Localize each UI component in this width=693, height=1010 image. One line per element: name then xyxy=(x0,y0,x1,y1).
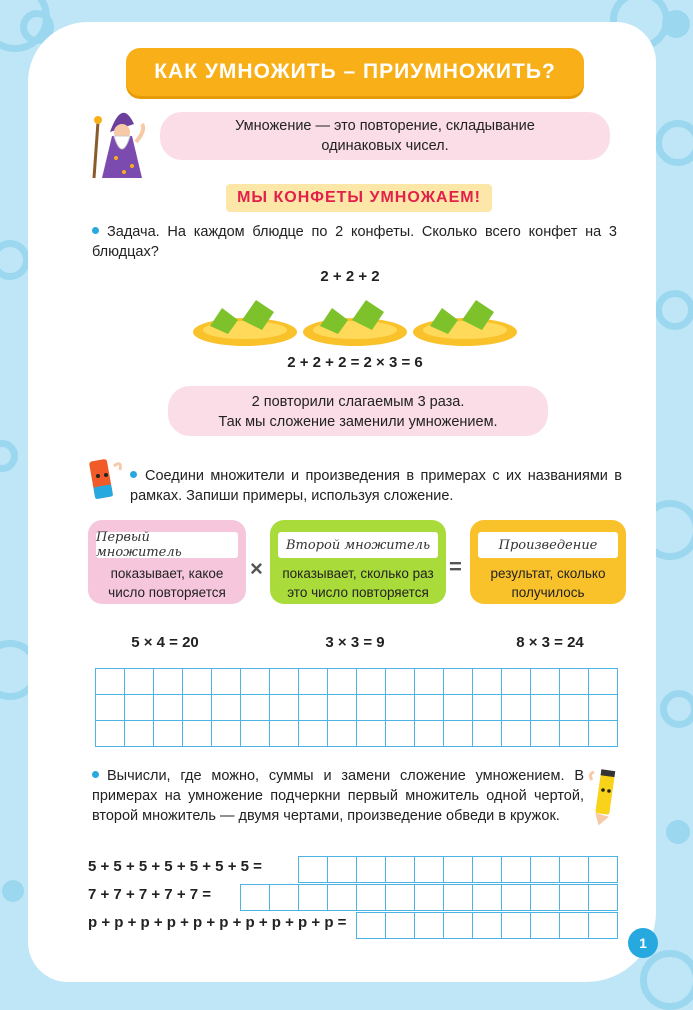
grid-cell[interactable] xyxy=(270,695,299,721)
grid-cell[interactable] xyxy=(415,913,444,939)
grid-cell[interactable] xyxy=(444,913,473,939)
eraser-icon xyxy=(84,456,126,504)
grid-cell[interactable] xyxy=(415,669,444,695)
grid-cell[interactable] xyxy=(589,695,618,721)
grid-cell[interactable] xyxy=(560,721,589,747)
summary-line-2: Так мы сложение заменили умножением. xyxy=(218,414,498,430)
wizard-icon xyxy=(88,102,150,180)
bg-bubble xyxy=(0,240,30,280)
answer-grid-3[interactable] xyxy=(356,912,618,939)
bg-bubble xyxy=(660,690,693,728)
card-title: Произведение xyxy=(478,532,618,558)
grid-cell[interactable] xyxy=(299,857,328,883)
grid-cell[interactable] xyxy=(589,913,618,939)
grid-cell[interactable] xyxy=(386,721,415,747)
grid-cell[interactable] xyxy=(473,721,502,747)
candy-plates-icon xyxy=(190,290,520,352)
grid-cell[interactable] xyxy=(96,669,125,695)
grid-cell[interactable] xyxy=(444,695,473,721)
plates-illustration xyxy=(190,290,520,352)
grid-cell[interactable] xyxy=(386,669,415,695)
grid-cell[interactable] xyxy=(444,885,473,911)
top-expression: 2 + 2 + 2 xyxy=(320,268,380,285)
grid-cell[interactable] xyxy=(328,885,357,911)
exercise2-paragraph xyxy=(92,766,584,826)
grid-cell[interactable] xyxy=(270,669,299,695)
grid-cell[interactable] xyxy=(357,913,386,939)
grid-cell[interactable] xyxy=(531,721,560,747)
grid-cell[interactable] xyxy=(241,885,270,911)
grid-cell[interactable] xyxy=(241,669,270,695)
summary-line-1: 2 повторили слагаемым 3 раза. xyxy=(251,394,465,410)
card-first-factor xyxy=(88,520,246,604)
grid-cell[interactable] xyxy=(386,913,415,939)
grid-cell[interactable] xyxy=(531,669,560,695)
grid-cell[interactable] xyxy=(473,695,502,721)
grid-cell[interactable] xyxy=(357,885,386,911)
card-title: Второй множитель xyxy=(278,532,438,558)
grid-cell[interactable] xyxy=(502,695,531,721)
grid-cell[interactable] xyxy=(473,669,502,695)
bg-bubble xyxy=(655,290,693,330)
grid-cell[interactable] xyxy=(502,885,531,911)
grid-cell[interactable] xyxy=(560,857,589,883)
grid-cell[interactable] xyxy=(531,885,560,911)
grid-cell[interactable] xyxy=(183,695,212,721)
page-number: 1 xyxy=(628,928,658,958)
grid-cell[interactable] xyxy=(589,857,618,883)
grid-cell[interactable] xyxy=(473,913,502,939)
page-title: КАК УМНОЖИТЬ – ПРИУМНОЖИТЬ? xyxy=(126,48,584,96)
grid-cell[interactable] xyxy=(96,695,125,721)
exercise1-paragraph xyxy=(130,466,622,506)
exercise1-text: Соедини множители и произведения в примерах с их названиями в рамках. Запиши примеры, используя сложение. xyxy=(130,468,622,504)
grid-cell[interactable] xyxy=(502,669,531,695)
grid-cell[interactable] xyxy=(502,721,531,747)
grid-cell[interactable] xyxy=(473,857,502,883)
grid-cell[interactable] xyxy=(560,669,589,695)
bullet-icon xyxy=(92,771,99,778)
grid-cell[interactable] xyxy=(589,669,618,695)
grid-cell[interactable] xyxy=(589,885,618,911)
card-product xyxy=(470,520,626,604)
grid-cell[interactable] xyxy=(299,721,328,747)
summary-callout xyxy=(168,386,548,436)
grid-cell[interactable] xyxy=(444,721,473,747)
grid-cell[interactable] xyxy=(125,695,154,721)
grid-cell[interactable] xyxy=(125,669,154,695)
bottom-expression: 2 + 2 + 2 = 2 × 3 = 6 xyxy=(287,354,423,371)
grid-cell[interactable] xyxy=(589,721,618,747)
grid-cell[interactable] xyxy=(415,857,444,883)
grid-cell[interactable] xyxy=(328,695,357,721)
grid-cell[interactable] xyxy=(357,721,386,747)
card-title: Первый множитель xyxy=(96,532,238,558)
grid-cell[interactable] xyxy=(299,669,328,695)
grid-cell[interactable] xyxy=(154,721,183,747)
bg-bubble xyxy=(0,440,18,472)
bg-bubble xyxy=(662,10,690,38)
grid-cell[interactable] xyxy=(415,695,444,721)
bg-bubble xyxy=(2,880,24,902)
section-subtitle: МЫ КОНФЕТЫ УМНОЖАЕМ! xyxy=(226,184,492,212)
answer-grid-2[interactable] xyxy=(240,884,618,911)
sum-row-1: 5 + 5 + 5 + 5 + 5 + 5 + 5 = xyxy=(88,858,262,875)
grid-cell[interactable] xyxy=(357,857,386,883)
grid-cell[interactable] xyxy=(502,857,531,883)
grid-cell[interactable] xyxy=(502,913,531,939)
grid-cell[interactable] xyxy=(328,857,357,883)
grid-cell[interactable] xyxy=(270,885,299,911)
card-description: показывает, какое число повторяется xyxy=(108,566,226,600)
grid-cell[interactable] xyxy=(154,669,183,695)
grid-cell[interactable] xyxy=(328,669,357,695)
grid-cell[interactable] xyxy=(473,885,502,911)
bullet-icon xyxy=(130,471,137,478)
equals-sign: = xyxy=(449,554,462,579)
example-1: 5 × 4 = 20 xyxy=(131,634,199,651)
grid-cell[interactable] xyxy=(183,669,212,695)
grid-cell[interactable] xyxy=(270,721,299,747)
grid-cell[interactable] xyxy=(212,721,241,747)
example-2: 3 × 3 = 9 xyxy=(325,634,385,651)
grid-cell[interactable] xyxy=(560,913,589,939)
grid-cell[interactable] xyxy=(299,885,328,911)
grid-cell[interactable] xyxy=(531,857,560,883)
card-description: результат, сколько получилось xyxy=(490,566,606,600)
pencil-icon xyxy=(588,766,624,828)
grid-cell[interactable] xyxy=(560,885,589,911)
grid-cell[interactable] xyxy=(154,695,183,721)
sum-row-2: 7 + 7 + 7 + 7 + 7 = xyxy=(88,886,212,903)
grid-cell[interactable] xyxy=(299,695,328,721)
answer-grid-1[interactable] xyxy=(298,856,618,883)
grid-cell[interactable] xyxy=(96,721,125,747)
grid-cell[interactable] xyxy=(212,669,241,695)
grid-cell[interactable] xyxy=(125,721,154,747)
grid-cell[interactable] xyxy=(357,669,386,695)
grid-cell[interactable] xyxy=(241,695,270,721)
bg-bubble xyxy=(666,820,690,844)
grid-cell[interactable] xyxy=(386,857,415,883)
bullet-icon xyxy=(92,227,99,234)
grid-cell[interactable] xyxy=(560,695,589,721)
task-paragraph xyxy=(92,222,617,262)
grid-cell[interactable] xyxy=(415,721,444,747)
grid-cell[interactable] xyxy=(183,721,212,747)
times-sign: × xyxy=(250,556,263,581)
sum-row-3: р + р + р + р + р + р + р + р + р + р = xyxy=(88,914,347,931)
bg-bubble xyxy=(640,950,693,1010)
grid-cell[interactable] xyxy=(444,669,473,695)
grid-cell[interactable] xyxy=(328,721,357,747)
task-text: Задача. На каждом блюдце по 2 конфеты. Сколько всего конфет на 3 блюдцах? xyxy=(92,224,617,260)
exercise2-text: Вычисли, где можно, суммы и замени сложение умножением. В примерах на умножение подчеркни первый множитель одной чертой, второй множитель — двумя чертами, произведение обведи в кружок. xyxy=(92,768,584,824)
grid-cell[interactable] xyxy=(386,885,415,911)
intro-callout xyxy=(160,112,610,160)
grid-cell[interactable] xyxy=(531,695,560,721)
grid-cell[interactable] xyxy=(531,913,560,939)
writing-grid[interactable] xyxy=(95,668,618,747)
grid-cell[interactable] xyxy=(415,885,444,911)
example-3: 8 × 3 = 24 xyxy=(516,634,584,651)
card-second-factor xyxy=(270,520,446,604)
intro-text: Умножение — это повторение, складывание одинаковых чисел. xyxy=(235,118,535,154)
grid-cell[interactable] xyxy=(212,695,241,721)
grid-cell[interactable] xyxy=(386,695,415,721)
grid-cell[interactable] xyxy=(357,695,386,721)
grid-cell[interactable] xyxy=(241,721,270,747)
grid-cell[interactable] xyxy=(444,857,473,883)
bg-bubble xyxy=(655,120,693,166)
card-description: показывает, сколько раз это число повторяется xyxy=(282,566,434,600)
